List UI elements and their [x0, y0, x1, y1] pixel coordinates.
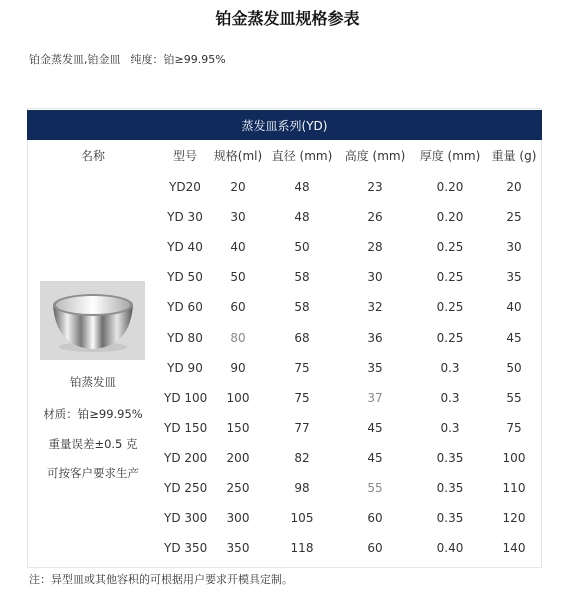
cell-diameter: 58: [294, 300, 310, 315]
cell-weight: 75: [506, 420, 522, 435]
cell-height: 36: [367, 330, 383, 345]
cell-thickness: 0.3: [440, 360, 460, 375]
cell-height: 32: [367, 300, 383, 315]
cell-capacity: 150: [226, 420, 250, 435]
cell-diameter: 82: [294, 450, 310, 465]
header-model: 型号: [172, 149, 197, 163]
cell-capacity: 100: [226, 390, 250, 405]
cell-height: 45: [367, 420, 383, 435]
cell-weight: 110: [502, 481, 526, 495]
cell-weight: 20: [506, 180, 522, 194]
cell-diameter: 75: [294, 360, 310, 375]
material-text: 材质：铂≥99.95%: [43, 407, 143, 421]
page-title: 铂金蒸发皿规格参表: [215, 9, 360, 28]
custom-production-text: 可按客户要求生产: [47, 466, 139, 480]
cell-diameter: 75: [294, 390, 310, 405]
header-weight: 重量 (g): [491, 149, 537, 163]
header-capacity: 规格(ml): [213, 149, 263, 163]
cell-model: YD 150: [164, 420, 208, 435]
cell-thickness: 0.3: [440, 420, 460, 435]
cell-thickness: 0.25: [436, 330, 464, 345]
product-names: 铂金蒸发皿,铂金皿: [29, 53, 121, 66]
cell-thickness: 0.3: [440, 390, 460, 405]
purity-text: 纯度：铂≥99.95%: [130, 53, 226, 66]
cell-capacity: 50: [230, 270, 246, 285]
platinum-dish-photo: [40, 281, 145, 360]
cell-height: 37: [367, 390, 383, 405]
cell-diameter: 98: [294, 481, 310, 495]
dish-icon: [40, 281, 145, 360]
cell-weight: 40: [506, 300, 522, 315]
cell-diameter: 48: [294, 180, 310, 194]
cell-model: YD 80: [167, 330, 203, 345]
cell-capacity: 40: [230, 240, 246, 255]
header-height: 高度 (mm): [344, 149, 406, 163]
cell-model: YD 300: [164, 511, 208, 526]
cell-model: YD 350: [164, 541, 208, 556]
cell-diameter: 48: [294, 210, 310, 225]
cell-thickness: 0.35: [436, 450, 464, 465]
cell-thickness: 0.25: [436, 240, 464, 255]
cell-height: 55: [367, 481, 383, 495]
cell-model: YD 50: [167, 270, 203, 285]
cell-diameter: 105: [290, 511, 314, 526]
cell-diameter: 68: [294, 330, 310, 345]
tolerance-text: 重量误差±0.5 克: [48, 437, 138, 451]
cell-model: YD 100: [164, 390, 208, 405]
header-thickness: 厚度 (mm): [419, 149, 481, 163]
cell-capacity: 80: [230, 330, 246, 345]
series-banner: 蒸发皿系列(YD): [27, 110, 542, 140]
cell-capacity: 60: [230, 300, 246, 315]
product-name: 铂蒸发皿: [70, 375, 116, 389]
cell-diameter: 118: [290, 541, 314, 556]
cell-model: YD 40: [167, 240, 203, 255]
cell-capacity: 350: [226, 541, 250, 556]
cell-capacity: 200: [226, 450, 250, 465]
cell-thickness: 0.35: [436, 481, 464, 495]
cell-model: YD20: [169, 180, 201, 194]
cell-height: 60: [367, 511, 383, 526]
cell-thickness: 0.20: [436, 210, 464, 225]
footnote: 注：异型皿或其他容积的可根据用户要求开模具定制。: [29, 573, 293, 586]
cell-height: 30: [367, 270, 383, 285]
cell-thickness: 0.20: [436, 180, 464, 194]
cell-capacity: 250: [226, 481, 250, 495]
cell-height: 23: [367, 180, 383, 194]
cell-weight: 45: [506, 330, 522, 345]
cell-capacity: 30: [230, 210, 246, 225]
cell-capacity: 300: [226, 511, 250, 526]
product-summary: [29, 51, 226, 67]
cell-weight: 50: [506, 360, 522, 375]
cell-model: YD 90: [167, 360, 203, 375]
cell-height: 35: [367, 360, 383, 375]
cell-weight: 55: [506, 390, 522, 405]
cell-weight: 30: [506, 240, 522, 255]
cell-thickness: 0.35: [436, 511, 464, 526]
cell-weight: 100: [502, 450, 526, 465]
cell-height: 45: [367, 450, 383, 465]
cell-thickness: 0.25: [436, 300, 464, 315]
cell-thickness: 0.40: [436, 541, 464, 556]
cell-height: 28: [367, 240, 383, 255]
cell-diameter: 50: [294, 240, 310, 255]
cell-weight: 120: [502, 511, 526, 526]
header-diameter: 直径 (mm): [271, 149, 333, 163]
cell-capacity: 90: [230, 360, 246, 375]
cell-model: YD 30: [167, 210, 203, 225]
cell-capacity: 20: [230, 180, 246, 194]
cell-thickness: 0.25: [436, 270, 464, 285]
cell-model: YD 250: [164, 481, 208, 495]
cell-model: YD 200: [164, 450, 208, 465]
cell-diameter: 77: [294, 420, 310, 435]
cell-weight: 140: [502, 541, 526, 556]
cell-height: 26: [367, 210, 383, 225]
cell-model: YD 60: [167, 300, 203, 315]
cell-height: 60: [367, 541, 383, 556]
cell-weight: 25: [506, 210, 522, 225]
cell-weight: 35: [506, 270, 522, 285]
header-name: 名称: [80, 149, 105, 163]
cell-diameter: 58: [294, 270, 310, 285]
